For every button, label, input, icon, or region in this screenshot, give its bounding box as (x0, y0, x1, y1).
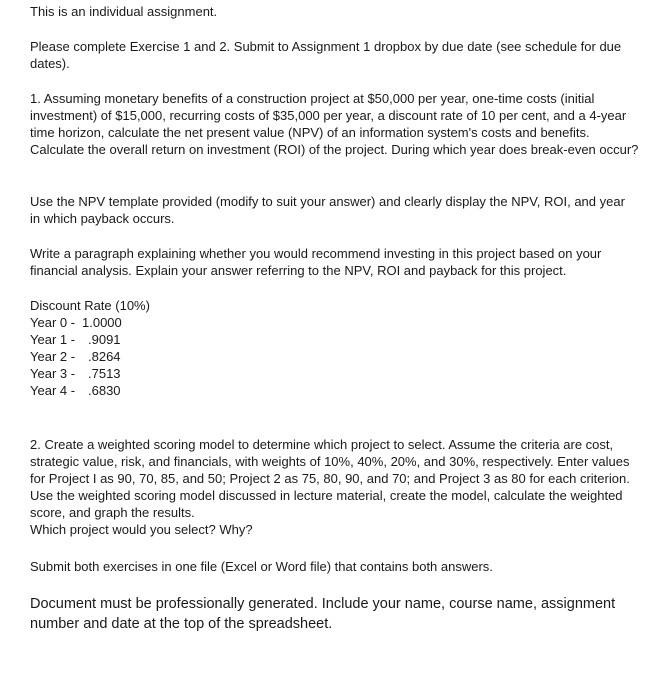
paragraph-instruction: Write a paragraph explaining whether you would recommend investing in this project based on your financial analysis. Explain your answer referring to the NPV, ROI and payback for this project. (30, 246, 602, 278)
discount-factor: 1.0000 (82, 315, 122, 330)
year-label: Year 3 - (30, 366, 76, 381)
year-label: Year 2 - (30, 349, 76, 364)
exercise-1-text: 1. Assuming monetary benefits of a construction project at $50,000 per year, one-time costs (initial investment) of $15,000, recurring costs of $35,000 per year, a discount rate of 10 per cent, and a 4-year time horizon, calculate the net present value (NPV) of an information system's costs and benefits. Calculate the overall return on investment (ROI) of the project. During which year does break-even occur? (30, 91, 639, 157)
exercise-2-text: 2. Create a weighted scoring model to determine which project to select. Assume the criteria are cost, strategic value, risk, and financials, with weights of 10%, 40%, 20%, and 30%, respectively. Enter values for Project I as 90, 70, 85, and 50; Project 2 as 75, 80, 90, and 70; and Project 3 as 80 for each criterion. Use the weighted scoring model discussed in lecture material, create the model, calculate the weighted score, and graph the results. (30, 437, 630, 520)
year-label: Year 4 - (30, 383, 76, 398)
discount-factor: .8264 (88, 349, 121, 364)
discount-factor: .6830 (88, 383, 121, 398)
discount-row-year-4 (30, 382, 150, 399)
professional-note: Document must be professionally generated. Include your name, course name, assignment number and date at the top of the spreadsheet. (30, 596, 616, 632)
discount-rate-title: Discount Rate (10%) (30, 298, 150, 313)
discount-rate-list (30, 297, 150, 399)
template-instruction: Use the NPV template provided (modify to suit your answer) and clearly display the NPV, ROI, and year in which payback occurs. (30, 194, 625, 226)
discount-row-year-1 (30, 331, 150, 348)
individual-note: This is an individual assignment. (30, 4, 218, 19)
intro-instructions: Please complete Exercise 1 and 2. Submit to Assignment 1 dropbox by due date (see schedule for due dates). (30, 39, 622, 71)
year-label: Year 1 - (30, 332, 76, 347)
discount-factor: .9091 (88, 332, 121, 347)
exercise-2-question: Which project would you select? Why? (30, 522, 253, 537)
submit-instruction: Submit both exercises in one file (Excel or Word file) that contains both answers. (30, 559, 493, 574)
exercise-2-block (30, 436, 642, 538)
discount-row-year-2 (30, 348, 150, 365)
discount-row-year-3 (30, 365, 150, 382)
year-label: Year 0 - (30, 315, 76, 330)
discount-factor: .7513 (88, 366, 121, 381)
discount-row-year-0 (30, 314, 150, 331)
